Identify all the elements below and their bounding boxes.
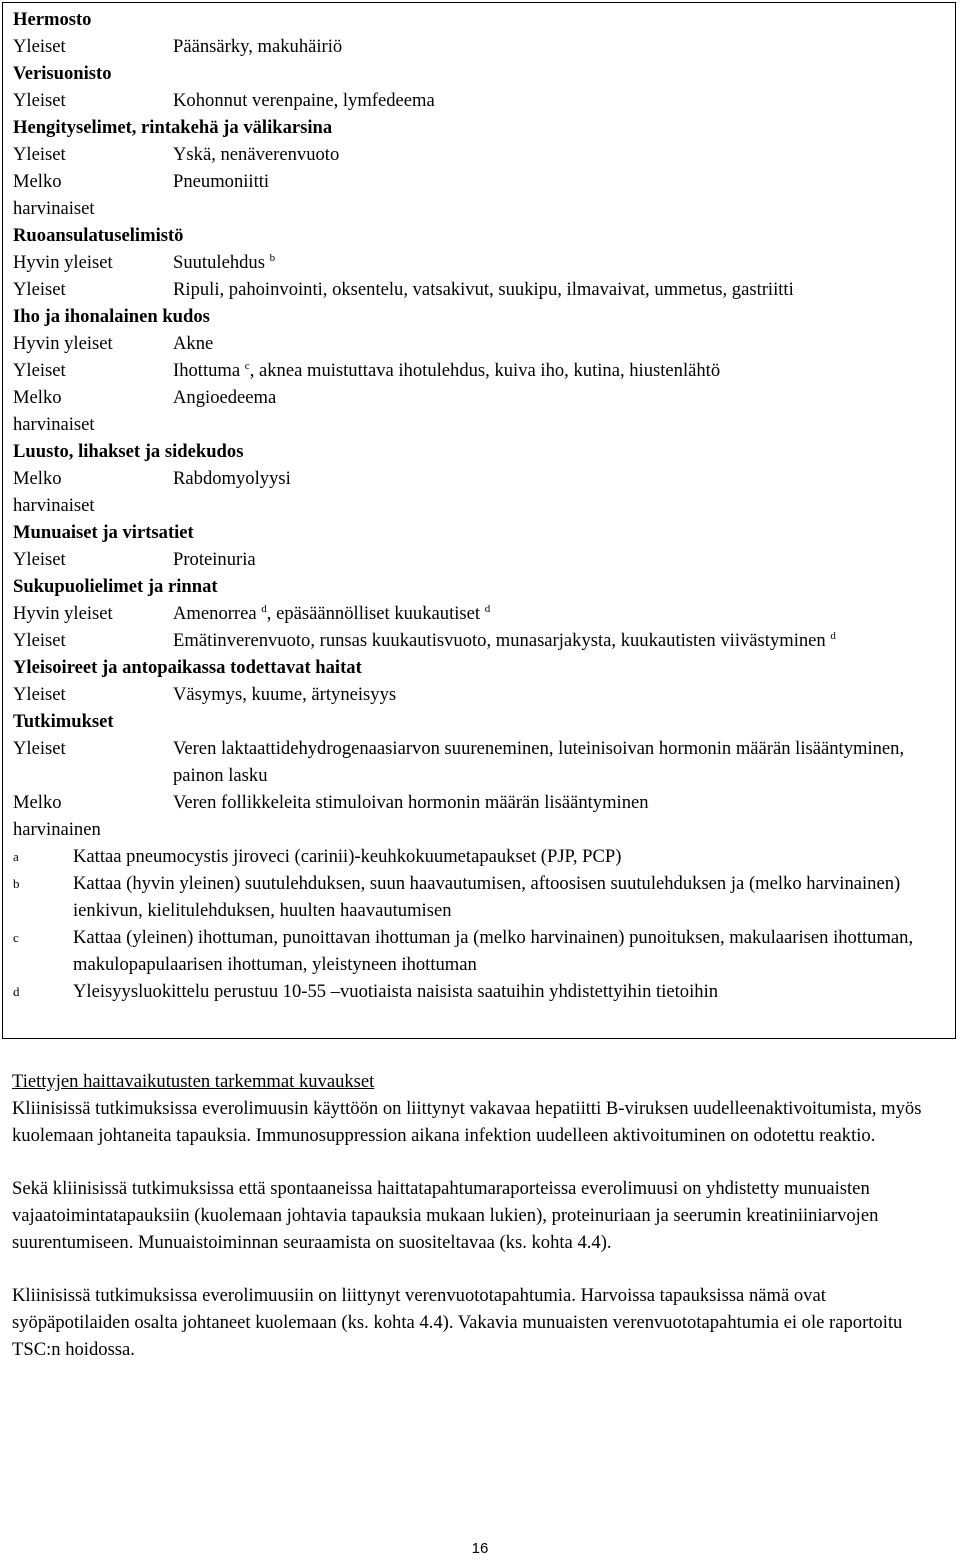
paragraph-bleeding: Kliinisissä tutkimuksissa everolimuusiin on liittynyt verenvuototapahtumia. Harvoissa tapauksissa nämä ovat syöpäpotilaiden osalta johtaneet kuolemaan (ks. kohta 4.4). Vakavia munuaisten verenvuototapahtumia ei ole raportoitu TSC:n hoidossa. xyxy=(12,1285,903,1360)
effect-text: Päänsärky, makuhäiriö xyxy=(173,36,343,57)
adverse-effect-cell xyxy=(173,681,955,708)
footnote-ref: d xyxy=(484,602,491,615)
table-row xyxy=(13,816,955,843)
effect-text: Amenorrea xyxy=(173,603,257,624)
organ-class-heading: Verisuonisto xyxy=(13,63,112,84)
frequency-label: Melko xyxy=(13,468,62,489)
adverse-effect-cell xyxy=(173,168,955,195)
frequency-label: Yleiset xyxy=(13,630,66,651)
table-row xyxy=(13,168,955,195)
organ-class-heading: Yleisoireet ja antopaikassa todettavat haitat xyxy=(13,657,362,678)
frequency-label: Hyvin yleiset xyxy=(13,333,113,354)
frequency-label: Hyvin yleiset xyxy=(13,252,113,273)
footnote-text: Kattaa (yleinen) ihottuman, punoittavan ihottuman ja (melko harvinainen) punoituksen, makulaarisen ihottuman, makulopapulaarisen ihottuman, yleistyneen ihottuman xyxy=(73,927,914,975)
table-row xyxy=(13,735,955,789)
table-row xyxy=(13,276,955,303)
frequency-label: Yleiset xyxy=(13,36,66,57)
effect-text: Ripuli, pahoinvointi, oksentelu, vatsakivut, suukipu, ilmavaivat, ummetus, gastriitti xyxy=(173,279,794,300)
page-number: 16 xyxy=(471,1540,489,1557)
table-row xyxy=(13,789,955,816)
effect-text: Suutulehdus xyxy=(173,252,265,273)
footnote-text: Kattaa (hyvin yleinen) suutulehduksen, suun haavautumisen, aftoosisen suutulehduksen ja (melko harvinainen) ienkivun, kielitulehduksen, huulten haavautumisen xyxy=(73,873,901,921)
frequency-label: harvinaiset xyxy=(13,495,95,516)
effect-text-cont: , epäsäännölliset kuukautiset xyxy=(266,603,481,624)
footnote xyxy=(13,843,955,870)
footnote xyxy=(13,870,955,924)
frequency-label: harvinainen xyxy=(13,819,101,840)
frequency-label: Yleiset xyxy=(13,549,66,570)
organ-class-heading: Sukupuolielimet ja rinnat xyxy=(13,576,218,597)
footnote-text: Kattaa pneumocystis jiroveci (carinii)-keuhkokuumetapaukset (PJP, PCP) xyxy=(73,846,622,867)
table-row xyxy=(13,411,955,438)
frequency-label: Yleiset xyxy=(13,360,66,381)
adverse-effect-cell xyxy=(173,411,955,438)
adverse-effect-cell xyxy=(173,330,955,357)
paragraph-hepatitis-b: Kliinisissä tutkimuksissa everolimuusin käyttöön on liittynyt vakavaa hepatiitti B-viruksen uudelleenaktivoitumista, myös kuolemaan johtaneita tapauksia. Immunosuppression aikana infektion uudelleen aktivoituminen on odotettu reaktio. xyxy=(12,1098,922,1146)
frequency-label: Hyvin yleiset xyxy=(13,603,113,624)
adverse-effect-cell xyxy=(173,384,955,411)
footnote-mark: b xyxy=(13,876,20,891)
footnote-ref: c xyxy=(244,359,250,372)
effect-text: Ihottuma xyxy=(173,360,241,381)
table-row xyxy=(13,330,955,357)
effect-text: Akne xyxy=(173,333,214,354)
frequency-label: Yleiset xyxy=(13,738,66,759)
table-row xyxy=(13,465,955,492)
frequency-label: Melko xyxy=(13,387,62,408)
frequency-label: Yleiset xyxy=(13,279,66,300)
effect-text: Rabdomyolyysi xyxy=(173,468,291,489)
adverse-effect-cell xyxy=(173,789,955,816)
table-row xyxy=(13,87,955,114)
effect-text: Proteinuria xyxy=(173,549,256,570)
frequency-label: Yleiset xyxy=(13,684,66,705)
frequency-label: Yleiset xyxy=(13,144,66,165)
paragraph-renal: Sekä kliinisissä tutkimuksissa että spontaaneissa haittatapahtumaraporteissa everolimuusi on yhdistetty munuaisten vajaatoimintatapauksiin (kuolemaan johtavia tapauksia mukaan lukien), proteinuriaan ja seerumin kreatiniiniarvojen suurentumiseen. Munuaistoiminnan seuraamista on suositeltavaa (ks. kohta 4.4). xyxy=(12,1178,879,1253)
adverse-effect-cell xyxy=(173,87,955,114)
organ-class-heading: Hermosto xyxy=(13,9,92,30)
table-row xyxy=(13,600,955,627)
frequency-label: Melko xyxy=(13,171,62,192)
frequency-label: Yleiset xyxy=(13,90,66,111)
footnote-mark: d xyxy=(13,984,20,999)
adverse-effect-cell xyxy=(173,276,955,303)
table-row xyxy=(13,627,955,654)
adverse-effect-cell xyxy=(173,546,955,573)
adverse-effect-cell xyxy=(173,357,955,384)
adverse-effect-cell xyxy=(173,249,955,276)
footnote-text: Yleisyysluokittelu perustuu 10-55 –vuotiaista naisista saatuihin yhdistettyihin tietoihin xyxy=(73,981,719,1002)
frequency-label: harvinaiset xyxy=(13,414,95,435)
effect-text: Väsymys, kuume, ärtyneisyys xyxy=(173,684,397,705)
effect-text-cont: , aknea muistuttava ihotulehdus, kuiva iho, kutina, hiustenlähtö xyxy=(249,360,721,381)
effect-text: Kohonnut verenpaine, lymfedeema xyxy=(173,90,435,111)
footnote xyxy=(13,924,955,978)
footnote-ref: d xyxy=(261,602,267,615)
organ-class-heading: Iho ja ihonalainen kudos xyxy=(13,306,210,327)
organ-class-heading: Tutkimukset xyxy=(13,711,114,732)
adverse-effect-cell xyxy=(173,627,955,654)
footnote-ref: b xyxy=(269,251,276,264)
footnote-mark: c xyxy=(13,930,19,945)
adverse-reactions-table xyxy=(2,2,956,1039)
footnote-ref: d xyxy=(830,629,836,642)
effect-text: Emätinverenvuoto, runsas kuukautisvuoto, munasarjakysta, kuukautisten viivästyminen xyxy=(173,630,826,651)
footnote-mark: a xyxy=(13,849,19,864)
adverse-effect-cell xyxy=(173,465,955,492)
adverse-effect-cell xyxy=(173,141,955,168)
table-row xyxy=(13,384,955,411)
adverse-effect-cell xyxy=(173,816,955,843)
detailed-descriptions-section xyxy=(12,1068,947,1389)
effect-text: Yskä, nenäverenvuoto xyxy=(173,144,340,165)
organ-class-heading: Hengityselimet, rintakehä ja välikarsina xyxy=(13,117,333,138)
table-row xyxy=(13,681,955,708)
table-row xyxy=(13,141,955,168)
frequency-label: harvinaiset xyxy=(13,198,95,219)
adverse-effect-cell xyxy=(173,492,955,519)
table-row xyxy=(13,546,955,573)
effect-text: Veren laktaattidehydrogenaasiarvon suureneminen, luteinisoivan hormonin määrän lisääntyminen, painon lasku xyxy=(173,738,905,786)
effect-text: Pneumoniitti xyxy=(173,171,270,192)
organ-class-heading: Luusto, lihakset ja sidekudos xyxy=(13,441,244,462)
organ-class-heading: Munuaiset ja virtsatiet xyxy=(13,522,194,543)
table-row xyxy=(13,33,955,60)
table-row xyxy=(13,249,955,276)
adverse-effect-cell xyxy=(173,33,955,60)
frequency-label: Melko xyxy=(13,792,62,813)
adverse-effect-cell xyxy=(173,735,955,789)
footnote xyxy=(13,978,955,1005)
effect-text: Angioedeema xyxy=(173,387,277,408)
table-row xyxy=(13,492,955,519)
effect-text: Veren follikkeleita stimuloivan hormonin määrän lisääntyminen xyxy=(173,792,649,813)
table-row xyxy=(13,195,955,222)
organ-class-heading: Ruoansulatuselimistö xyxy=(13,225,184,246)
adverse-effect-cell xyxy=(173,600,955,627)
adverse-effect-cell xyxy=(173,195,955,222)
section-heading: Tiettyjen haittavaikutusten tarkemmat kuvaukset xyxy=(12,1071,375,1092)
table-row xyxy=(13,357,955,384)
